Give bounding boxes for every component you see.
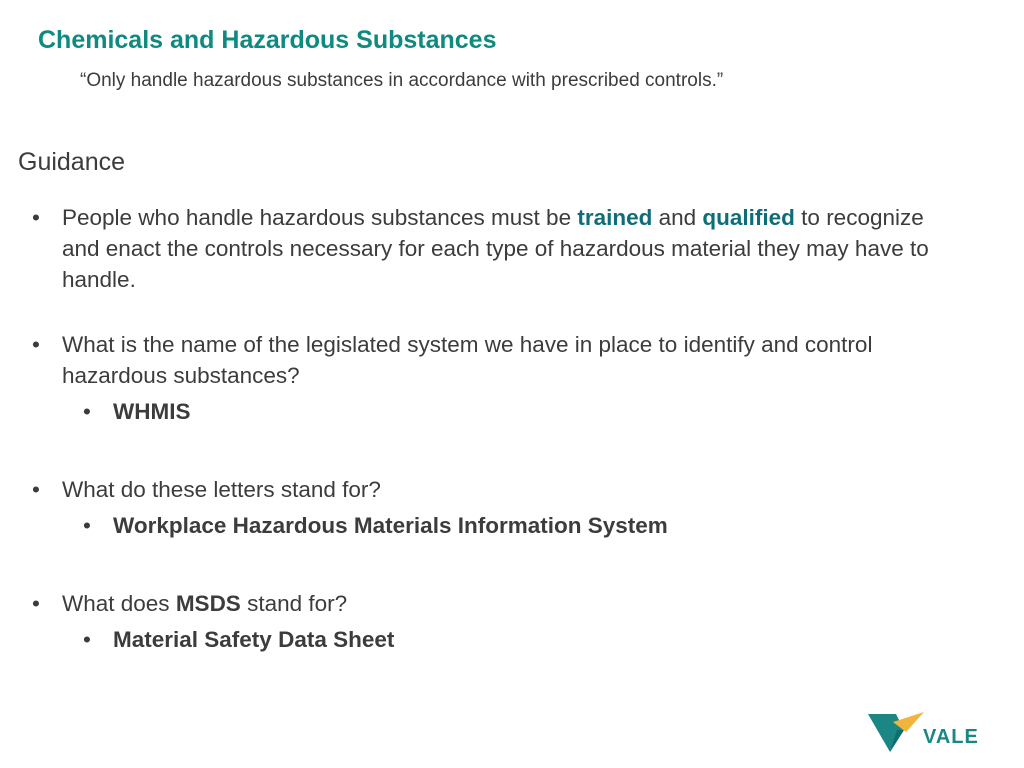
answer-text: Material Safety Data Sheet	[113, 627, 395, 652]
bullet: •	[83, 627, 91, 652]
acronym-msds: MSDS	[175, 591, 241, 616]
bullet: •	[32, 205, 40, 230]
item-text: People who handle hazardous substances must be	[62, 205, 578, 230]
item-text: What is the name of the legislated system we have in place to identify and control hazardous substances?	[62, 332, 873, 388]
item-text: to recognize and enact the controls necessary for each type of hazardous material they may have to handle.	[62, 205, 929, 292]
guidance-list	[32, 202, 962, 655]
sub-list-item	[83, 396, 962, 427]
list-item	[32, 202, 962, 295]
list-item	[32, 474, 962, 505]
vale-logo-icon	[866, 708, 926, 754]
bullet: •	[32, 477, 40, 502]
sub-list-item	[83, 510, 962, 541]
bullet: •	[32, 332, 40, 357]
slide-quote: “Only handle hazardous substances in accordance with prescribed controls.”	[80, 70, 724, 91]
answer-text: Workplace Hazardous Materials Information System	[113, 513, 668, 538]
section-heading: Guidance	[18, 148, 126, 176]
vale-logo	[866, 708, 984, 754]
bullet: •	[83, 399, 91, 424]
list-item	[32, 329, 962, 391]
list-item	[32, 588, 962, 619]
logo-wordmark: VALE	[923, 726, 979, 748]
bullet: •	[32, 591, 40, 616]
item-text: stand for?	[240, 591, 348, 616]
sub-list-item	[83, 624, 962, 655]
answer-text: WHMIS	[113, 399, 191, 424]
emphasis-trained: trained	[577, 205, 653, 230]
emphasis-qualified: qualified	[702, 205, 795, 230]
slide-title: Chemicals and Hazardous Substances	[38, 26, 497, 54]
item-text: What do these letters stand for?	[62, 477, 381, 502]
item-text: and	[652, 205, 703, 230]
bullet: •	[83, 513, 91, 538]
item-text: What does	[62, 591, 176, 616]
